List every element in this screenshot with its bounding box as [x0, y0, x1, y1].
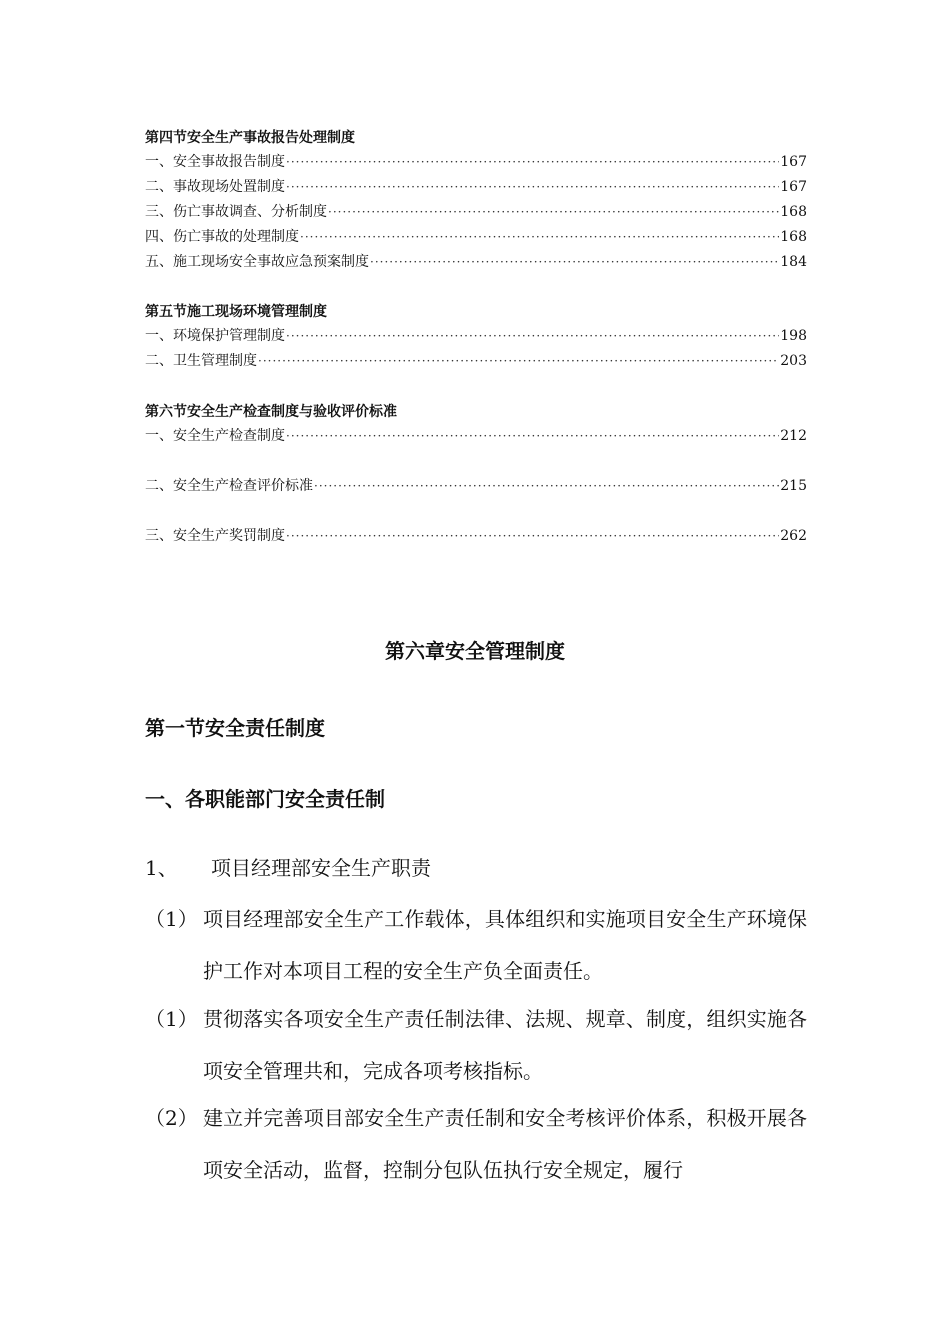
chapter-title: 第六章安全管理制度	[385, 639, 565, 663]
item-heading	[145, 853, 431, 883]
paragraph-text: 项目经理部安全生产工作载体，具体组织和实施项目安全生产环境保护工作对本项目工程的安全生产负全面责任。	[203, 907, 807, 983]
item-number: 1、	[145, 856, 178, 880]
toc-heading: 第六节安全生产检查制度与验收评价标准	[145, 404, 397, 420]
paragraph	[145, 893, 807, 997]
paragraph-text: 贯彻落实各项安全生产责任制法律、法规、规章、制度，组织实施各项安全管理共和，完成各项考核指标。	[203, 1007, 807, 1083]
toc-entry-label: 四、伤亡事故的处理制度	[145, 229, 299, 245]
toc-leader-dots	[286, 177, 779, 198]
toc-heading: 第五节施工现场环境管理制度	[145, 304, 327, 320]
toc-entry-label: 三、安全生产奖罚制度	[145, 528, 285, 544]
toc-row	[145, 252, 807, 273]
paragraph-marker: （1）	[145, 1007, 198, 1031]
toc-page-number: 198	[780, 328, 807, 344]
toc-leader-dots	[286, 152, 779, 173]
toc-section-5	[145, 302, 807, 376]
toc-row	[145, 476, 807, 497]
toc-row	[145, 202, 807, 223]
toc-entry-label: 一、安全事故报告制度	[145, 154, 285, 170]
section-title: 第一节安全责任制度	[145, 716, 325, 740]
toc-leader-dots	[314, 476, 779, 497]
paragraph	[145, 993, 807, 1097]
toc-page-number: 262	[780, 528, 807, 544]
toc-leader-dots	[286, 526, 779, 547]
paragraph-marker: （2）	[145, 1106, 198, 1130]
toc-row	[145, 152, 807, 173]
toc-page-number: 184	[780, 254, 807, 270]
paragraph-marker: （1）	[145, 907, 198, 931]
toc-entry-label: 一、安全生产检查制度	[145, 428, 285, 444]
toc-entry-label: 二、事故现场处置制度	[145, 179, 285, 195]
toc-leader-dots	[286, 326, 779, 347]
toc-entry-label: 二、卫生管理制度	[145, 353, 257, 369]
toc-page-number: 203	[780, 353, 807, 369]
toc-row	[145, 426, 807, 447]
toc-row	[145, 526, 807, 547]
toc-heading: 第四节安全生产事故报告处理制度	[145, 130, 355, 146]
toc-page-number: 212	[780, 428, 807, 444]
toc-row	[145, 227, 807, 248]
toc-leader-dots	[286, 426, 779, 447]
toc-page-number: 168	[780, 229, 807, 245]
toc-leader-dots	[258, 351, 779, 372]
toc-leader-dots	[328, 202, 779, 223]
toc-leader-dots	[370, 252, 779, 273]
toc-section-6	[145, 402, 807, 551]
item-title-text: 项目经理部安全生产职责	[211, 856, 431, 880]
toc-row	[145, 177, 807, 198]
toc-page-number: 168	[780, 204, 807, 220]
toc-entry-label: 一、环境保护管理制度	[145, 328, 285, 344]
toc-row	[145, 351, 807, 372]
toc-row	[145, 326, 807, 347]
toc-page-number: 167	[780, 154, 807, 170]
paragraph-text: 建立并完善项目部安全生产责任制和安全考核评价体系，积极开展各项安全活动，监督，控制分包队伍执行安全规定，履行	[203, 1106, 807, 1182]
toc-section-4	[145, 128, 807, 277]
toc-leader-dots	[300, 227, 779, 248]
toc-entry-label: 二、安全生产检查评价标准	[145, 478, 313, 494]
toc-entry-label: 三、伤亡事故调查、分析制度	[145, 204, 327, 220]
toc-page-number: 167	[780, 179, 807, 195]
paragraph	[145, 1092, 807, 1196]
toc-entry-label: 五、施工现场安全事故应急预案制度	[145, 254, 369, 270]
toc-page-number: 215	[780, 478, 807, 494]
subsection-title: 一、各职能部门安全责任制	[145, 787, 385, 811]
